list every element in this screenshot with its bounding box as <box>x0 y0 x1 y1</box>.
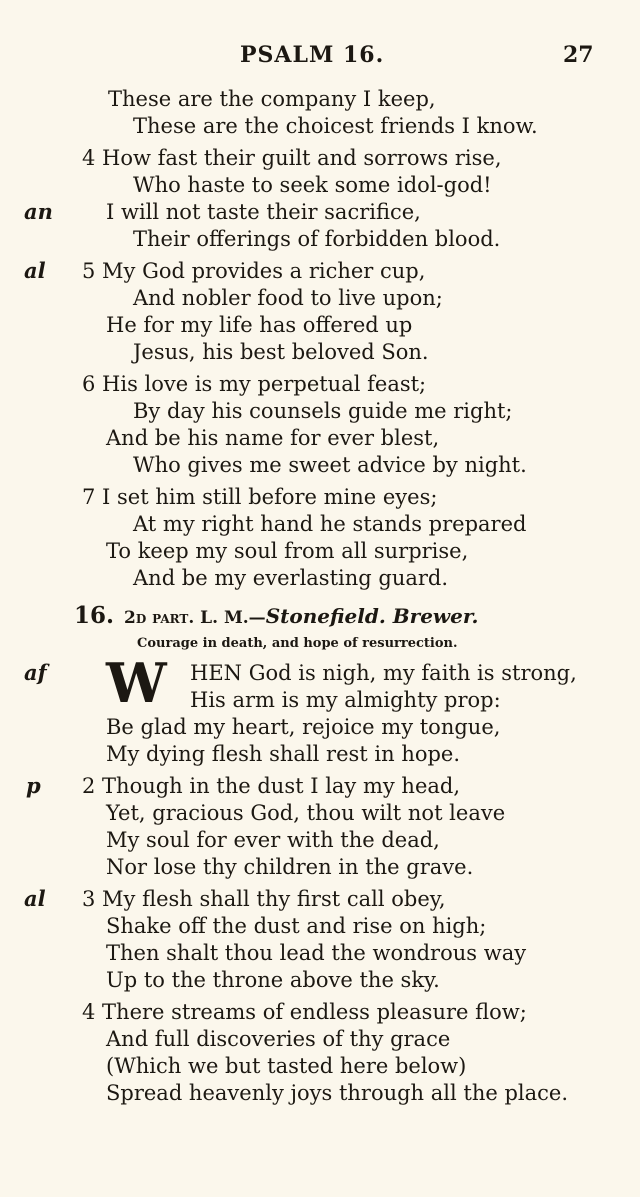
hymn-subtitle: Courage in death, and hope of resurrection. <box>137 636 458 651</box>
margin-mark: al <box>24 258 46 283</box>
verse-line: Be glad my heart, rejoice my tongue, <box>106 715 501 739</box>
verse-line: To keep my soul from all surprise, <box>106 539 469 563</box>
verse-line: Up to the throne above the sky. <box>106 968 440 992</box>
verse-line: My dying flesh shall rest in hope. <box>106 742 461 766</box>
page-header <box>0 42 640 72</box>
verse-line: Jesus, his best beloved Son. <box>133 340 429 364</box>
verse-line: 2 Though in the dust I lay my head, <box>82 774 461 798</box>
verse-line: And be his name for ever blest, <box>106 426 440 450</box>
verse-line: 3 My flesh shall thy first call obey, <box>82 887 446 911</box>
verse-line: Spread heavenly joys through all the place. <box>106 1081 568 1105</box>
drop-cap: W <box>106 651 167 715</box>
verse-line: Shake off the dust and rise on high; <box>106 914 487 938</box>
hymn-tune: Stonefield. Brewer. <box>265 604 479 628</box>
verse-line: 7 I set him still before mine eyes; <box>82 485 438 509</box>
hymn-heading <box>74 602 479 629</box>
verse-line: And full discoveries of thy grace <box>106 1027 451 1051</box>
verse-line: These are the choicest friends I know. <box>133 114 538 138</box>
verse-line: 5 My God provides a richer cup, <box>82 259 426 283</box>
verse-line: I will not taste their sacrifice, <box>106 200 421 224</box>
page-number: 27 <box>563 42 594 68</box>
verse-line: Nor lose thy children in the grave. <box>106 855 474 879</box>
margin-mark: al <box>24 886 46 911</box>
margin-mark: p <box>26 773 41 798</box>
margin-mark: af <box>24 660 47 685</box>
hymn-number: 16. <box>74 602 115 629</box>
verse-line: My soul for ever with the dead, <box>106 828 440 852</box>
verse-line: These are the company I keep, <box>108 87 436 111</box>
verse-line: Then shalt thou lead the wondrous way <box>106 941 527 965</box>
verse-line: By day his counsels guide me right; <box>133 399 513 423</box>
verse-line: And be my everlasting guard. <box>133 566 449 590</box>
verse-line: Who haste to seek some idol-god! <box>133 173 492 197</box>
verse-line: (Which we but tasted here below) <box>106 1054 467 1078</box>
hymn-part-meter: 2d part. L. M.— <box>124 608 266 628</box>
verse-line: His arm is my almighty prop: <box>190 688 501 712</box>
running-title: PSALM 16. <box>240 42 385 68</box>
verse-line: 6 His love is my perpetual feast; <box>82 372 427 396</box>
verse-line: And nobler food to live upon; <box>133 286 443 310</box>
verse-line: He for my life has offered up <box>106 313 413 337</box>
margin-mark: an <box>24 199 53 224</box>
verse-line: 4 There streams of endless pleasure flow; <box>82 1000 527 1024</box>
verse-line: Their offerings of forbidden blood. <box>133 227 501 251</box>
verse-line: HEN God is nigh, my faith is strong, <box>190 661 577 685</box>
verse-line: 4 How fast their guilt and sorrows rise, <box>82 146 502 170</box>
verse-line: At my right hand he stands prepared <box>133 512 527 536</box>
verse-line: Yet, gracious God, thou wilt not leave <box>106 801 506 825</box>
verse-line: Who gives me sweet advice by night. <box>133 453 527 477</box>
